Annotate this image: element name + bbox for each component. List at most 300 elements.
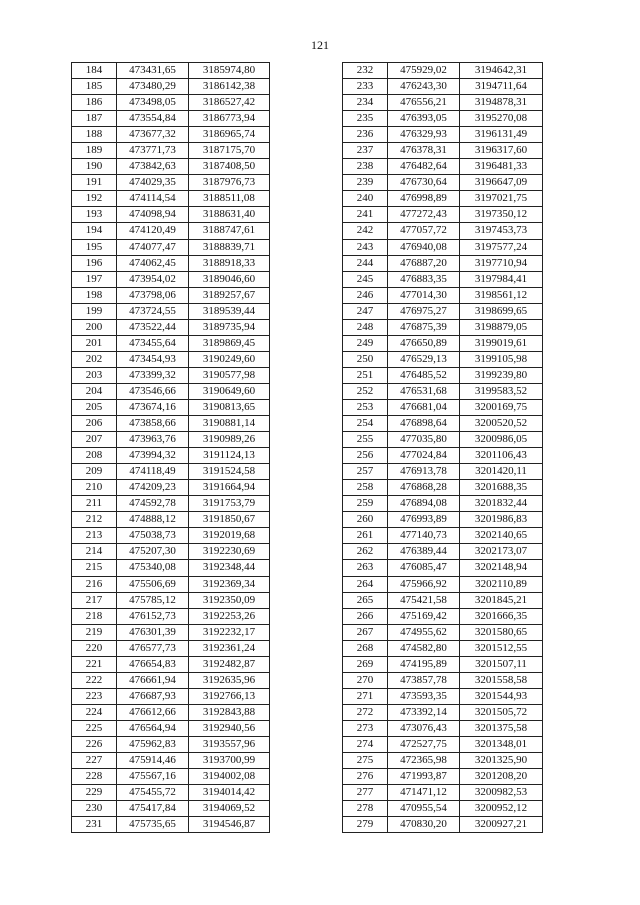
x-coordinate-cell: 475421,58 (388, 592, 460, 608)
y-coordinate-cell: 3201348,01 (460, 736, 543, 752)
y-coordinate-cell: 3192019,68 (189, 528, 270, 544)
x-coordinate-cell: 476485,52 (388, 367, 460, 383)
x-coordinate-cell: 473842,63 (117, 159, 189, 175)
y-coordinate-cell: 3201558,58 (460, 672, 543, 688)
y-coordinate-cell: 3192350,09 (189, 592, 270, 608)
point-number-cell: 188 (72, 127, 117, 143)
point-number-cell: 255 (343, 432, 388, 448)
x-coordinate-cell: 473480,29 (117, 79, 189, 95)
y-coordinate-cell: 3190881,14 (189, 416, 270, 432)
point-number-cell: 242 (343, 223, 388, 239)
table-row (72, 239, 270, 255)
table-row (72, 785, 270, 801)
x-coordinate-cell: 475038,73 (117, 528, 189, 544)
y-coordinate-cell: 3201544,93 (460, 688, 543, 704)
point-number-cell: 215 (72, 560, 117, 576)
x-coordinate-cell: 475735,65 (117, 817, 189, 833)
table-row (72, 560, 270, 576)
point-number-cell: 238 (343, 159, 388, 175)
point-number-cell: 237 (343, 143, 388, 159)
table-row (72, 287, 270, 303)
table-row (72, 383, 270, 399)
x-coordinate-cell: 477057,72 (388, 223, 460, 239)
point-number-cell: 248 (343, 319, 388, 335)
y-coordinate-cell: 3192482,87 (189, 656, 270, 672)
x-coordinate-cell: 474098,94 (117, 207, 189, 223)
table-row (343, 608, 543, 624)
x-coordinate-cell: 476681,04 (388, 399, 460, 415)
point-number-cell: 269 (343, 656, 388, 672)
point-number-cell: 194 (72, 223, 117, 239)
y-coordinate-cell: 3191124,13 (189, 448, 270, 464)
point-number-cell: 228 (72, 769, 117, 785)
y-coordinate-cell: 3201420,11 (460, 464, 543, 480)
table-row (72, 753, 270, 769)
y-coordinate-cell: 3186773,94 (189, 111, 270, 127)
y-coordinate-cell: 3192230,69 (189, 544, 270, 560)
y-coordinate-cell: 3192253,26 (189, 608, 270, 624)
table-row (72, 720, 270, 736)
table-row (343, 255, 543, 271)
x-coordinate-cell: 476940,08 (388, 239, 460, 255)
point-number-cell: 263 (343, 560, 388, 576)
point-number-cell: 262 (343, 544, 388, 560)
table-row (343, 704, 543, 720)
y-coordinate-cell: 3200169,75 (460, 399, 543, 415)
y-coordinate-cell: 3198699,65 (460, 303, 543, 319)
x-coordinate-cell: 476243,30 (388, 79, 460, 95)
x-coordinate-cell: 477140,73 (388, 528, 460, 544)
point-number-cell: 214 (72, 544, 117, 560)
point-number-cell: 211 (72, 496, 117, 512)
table-row (343, 319, 543, 335)
table-row (343, 95, 543, 111)
x-coordinate-cell: 475966,92 (388, 576, 460, 592)
point-number-cell: 243 (343, 239, 388, 255)
table-row (343, 801, 543, 817)
y-coordinate-cell: 3191524,58 (189, 464, 270, 480)
table-row (72, 512, 270, 528)
point-number-cell: 239 (343, 175, 388, 191)
point-number-cell: 267 (343, 624, 388, 640)
table-row (72, 127, 270, 143)
x-coordinate-cell: 473963,76 (117, 432, 189, 448)
y-coordinate-cell: 3195270,08 (460, 111, 543, 127)
x-coordinate-cell: 474195,89 (388, 656, 460, 672)
point-number-cell: 185 (72, 79, 117, 95)
y-coordinate-cell: 3201845,21 (460, 592, 543, 608)
y-coordinate-cell: 3197984,41 (460, 271, 543, 287)
table-row (343, 335, 543, 351)
y-coordinate-cell: 3197577,24 (460, 239, 543, 255)
table-row (72, 159, 270, 175)
y-coordinate-cell: 3194711,64 (460, 79, 543, 95)
coordinates-table-left (71, 62, 270, 833)
point-number-cell: 245 (343, 271, 388, 287)
x-coordinate-cell: 474062,45 (117, 255, 189, 271)
x-coordinate-cell: 473399,32 (117, 367, 189, 383)
x-coordinate-cell: 473522,44 (117, 319, 189, 335)
table-row (343, 239, 543, 255)
y-coordinate-cell: 3201512,55 (460, 640, 543, 656)
table-row (343, 560, 543, 576)
x-coordinate-cell: 476913,78 (388, 464, 460, 480)
point-number-cell: 249 (343, 335, 388, 351)
y-coordinate-cell: 3197021,75 (460, 191, 543, 207)
point-number-cell: 241 (343, 207, 388, 223)
point-number-cell: 252 (343, 383, 388, 399)
y-coordinate-cell: 3197453,73 (460, 223, 543, 239)
y-coordinate-cell: 3194069,52 (189, 801, 270, 817)
point-number-cell: 226 (72, 736, 117, 752)
x-coordinate-cell: 475506,69 (117, 576, 189, 592)
point-number-cell: 278 (343, 801, 388, 817)
table-row (343, 640, 543, 656)
point-number-cell: 233 (343, 79, 388, 95)
y-coordinate-cell: 3186965,74 (189, 127, 270, 143)
table-row (343, 769, 543, 785)
y-coordinate-cell: 3201986,83 (460, 512, 543, 528)
point-number-cell: 254 (343, 416, 388, 432)
y-coordinate-cell: 3201325,90 (460, 753, 543, 769)
x-coordinate-cell: 475207,30 (117, 544, 189, 560)
point-number-cell: 261 (343, 528, 388, 544)
table-row (343, 512, 543, 528)
x-coordinate-cell: 473674,16 (117, 399, 189, 415)
y-coordinate-cell: 3190249,60 (189, 351, 270, 367)
table-row (72, 480, 270, 496)
table-row (343, 79, 543, 95)
x-coordinate-cell: 476661,94 (117, 672, 189, 688)
table-row (72, 416, 270, 432)
table-row (72, 79, 270, 95)
x-coordinate-cell: 476393,05 (388, 111, 460, 127)
point-number-cell: 268 (343, 640, 388, 656)
table-row (343, 656, 543, 672)
y-coordinate-cell: 3189257,67 (189, 287, 270, 303)
x-coordinate-cell: 473857,78 (388, 672, 460, 688)
x-coordinate-cell: 473954,02 (117, 271, 189, 287)
x-coordinate-cell: 476887,20 (388, 255, 460, 271)
point-number-cell: 210 (72, 480, 117, 496)
x-coordinate-cell: 473994,32 (117, 448, 189, 464)
y-coordinate-cell: 3202148,94 (460, 560, 543, 576)
y-coordinate-cell: 3192232,17 (189, 624, 270, 640)
point-number-cell: 234 (343, 95, 388, 111)
y-coordinate-cell: 3187408,50 (189, 159, 270, 175)
x-coordinate-cell: 476975,27 (388, 303, 460, 319)
point-number-cell: 236 (343, 127, 388, 143)
x-coordinate-cell: 476378,31 (388, 143, 460, 159)
x-coordinate-cell: 473498,05 (117, 95, 189, 111)
point-number-cell: 222 (72, 672, 117, 688)
table-row (72, 95, 270, 111)
y-coordinate-cell: 3200520,52 (460, 416, 543, 432)
table-row (72, 399, 270, 415)
y-coordinate-cell: 3191664,94 (189, 480, 270, 496)
x-coordinate-cell: 475417,84 (117, 801, 189, 817)
y-coordinate-cell: 3192348,44 (189, 560, 270, 576)
y-coordinate-cell: 3201832,44 (460, 496, 543, 512)
y-coordinate-cell: 3187976,73 (189, 175, 270, 191)
y-coordinate-cell: 3197710,94 (460, 255, 543, 271)
table-row (343, 383, 543, 399)
table-row (72, 271, 270, 287)
point-number-cell: 196 (72, 255, 117, 271)
point-number-cell: 260 (343, 512, 388, 528)
table-row (343, 432, 543, 448)
table-row (72, 688, 270, 704)
x-coordinate-cell: 476894,08 (388, 496, 460, 512)
y-coordinate-cell: 3191753,79 (189, 496, 270, 512)
y-coordinate-cell: 3188918,33 (189, 255, 270, 271)
point-number-cell: 232 (343, 63, 388, 79)
y-coordinate-cell: 3200927,21 (460, 817, 543, 833)
y-coordinate-cell: 3201666,35 (460, 608, 543, 624)
y-coordinate-cell: 3188511,08 (189, 191, 270, 207)
y-coordinate-cell: 3194014,42 (189, 785, 270, 801)
table-row (72, 207, 270, 223)
point-number-cell: 204 (72, 383, 117, 399)
point-number-cell: 199 (72, 303, 117, 319)
table-row (343, 464, 543, 480)
y-coordinate-cell: 3188631,40 (189, 207, 270, 223)
x-coordinate-cell: 472365,98 (388, 753, 460, 769)
point-number-cell: 192 (72, 191, 117, 207)
table-row (343, 127, 543, 143)
point-number-cell: 259 (343, 496, 388, 512)
x-coordinate-cell: 473593,35 (388, 688, 460, 704)
point-number-cell: 231 (72, 817, 117, 833)
point-number-cell: 197 (72, 271, 117, 287)
point-number-cell: 244 (343, 255, 388, 271)
x-coordinate-cell: 477014,30 (388, 287, 460, 303)
point-number-cell: 276 (343, 769, 388, 785)
table-row (343, 544, 543, 560)
point-number-cell: 202 (72, 351, 117, 367)
point-number-cell: 271 (343, 688, 388, 704)
y-coordinate-cell: 3201505,72 (460, 704, 543, 720)
point-number-cell: 219 (72, 624, 117, 640)
x-coordinate-cell: 476612,66 (117, 704, 189, 720)
point-number-cell: 213 (72, 528, 117, 544)
point-number-cell: 191 (72, 175, 117, 191)
x-coordinate-cell: 476529,13 (388, 351, 460, 367)
y-coordinate-cell: 3192369,34 (189, 576, 270, 592)
y-coordinate-cell: 3193700,99 (189, 753, 270, 769)
page-number: 121 (311, 38, 329, 52)
x-coordinate-cell: 475455,72 (117, 785, 189, 801)
x-coordinate-cell: 473076,43 (388, 720, 460, 736)
point-number-cell: 216 (72, 576, 117, 592)
x-coordinate-cell: 476564,94 (117, 720, 189, 736)
x-coordinate-cell: 474029,35 (117, 175, 189, 191)
y-coordinate-cell: 3191850,67 (189, 512, 270, 528)
x-coordinate-cell: 476650,89 (388, 335, 460, 351)
x-coordinate-cell: 476389,44 (388, 544, 460, 560)
point-number-cell: 277 (343, 785, 388, 801)
x-coordinate-cell: 472527,75 (388, 736, 460, 752)
table-row (343, 63, 543, 79)
x-coordinate-cell: 477035,80 (388, 432, 460, 448)
x-coordinate-cell: 475567,16 (117, 769, 189, 785)
point-number-cell: 220 (72, 640, 117, 656)
table-row (343, 399, 543, 415)
table-row (72, 672, 270, 688)
table-row (343, 720, 543, 736)
x-coordinate-cell: 476883,35 (388, 271, 460, 287)
x-coordinate-cell: 473454,93 (117, 351, 189, 367)
y-coordinate-cell: 3192940,56 (189, 720, 270, 736)
point-number-cell: 250 (343, 351, 388, 367)
point-number-cell: 279 (343, 817, 388, 833)
x-coordinate-cell: 474582,80 (388, 640, 460, 656)
x-coordinate-cell: 474955,62 (388, 624, 460, 640)
table-row (343, 480, 543, 496)
x-coordinate-cell: 476998,89 (388, 191, 460, 207)
point-number-cell: 203 (72, 367, 117, 383)
x-coordinate-cell: 474077,47 (117, 239, 189, 255)
table-row (343, 303, 543, 319)
point-number-cell: 227 (72, 753, 117, 769)
y-coordinate-cell: 3190577,98 (189, 367, 270, 383)
point-number-cell: 223 (72, 688, 117, 704)
table-row (343, 416, 543, 432)
table-row (72, 367, 270, 383)
y-coordinate-cell: 3190813,65 (189, 399, 270, 415)
x-coordinate-cell: 476556,21 (388, 95, 460, 111)
table-row (72, 319, 270, 335)
x-coordinate-cell: 473858,66 (117, 416, 189, 432)
x-coordinate-cell: 475962,83 (117, 736, 189, 752)
point-number-cell: 218 (72, 608, 117, 624)
point-number-cell: 225 (72, 720, 117, 736)
table-row (343, 159, 543, 175)
x-coordinate-cell: 476531,68 (388, 383, 460, 399)
y-coordinate-cell: 3189046,60 (189, 271, 270, 287)
y-coordinate-cell: 3188839,71 (189, 239, 270, 255)
x-coordinate-cell: 475169,42 (388, 608, 460, 624)
point-number-cell: 246 (343, 287, 388, 303)
x-coordinate-cell: 471993,87 (388, 769, 460, 785)
x-coordinate-cell: 476868,28 (388, 480, 460, 496)
point-number-cell: 264 (343, 576, 388, 592)
x-coordinate-cell: 473677,32 (117, 127, 189, 143)
y-coordinate-cell: 3199105,98 (460, 351, 543, 367)
y-coordinate-cell: 3187175,70 (189, 143, 270, 159)
table-row (343, 753, 543, 769)
point-number-cell: 189 (72, 143, 117, 159)
x-coordinate-cell: 475914,46 (117, 753, 189, 769)
table-row (72, 63, 270, 79)
point-number-cell: 200 (72, 319, 117, 335)
x-coordinate-cell: 475785,12 (117, 592, 189, 608)
x-coordinate-cell: 475929,02 (388, 63, 460, 79)
y-coordinate-cell: 3196647,09 (460, 175, 543, 191)
x-coordinate-cell: 476301,39 (117, 624, 189, 640)
x-coordinate-cell: 470955,54 (388, 801, 460, 817)
y-coordinate-cell: 3192843,88 (189, 704, 270, 720)
y-coordinate-cell: 3201106,43 (460, 448, 543, 464)
point-number-cell: 207 (72, 432, 117, 448)
table-row (72, 576, 270, 592)
point-number-cell: 251 (343, 367, 388, 383)
x-coordinate-cell: 476329,93 (388, 127, 460, 143)
y-coordinate-cell: 3189735,94 (189, 319, 270, 335)
point-number-cell: 247 (343, 303, 388, 319)
point-number-cell: 272 (343, 704, 388, 720)
table-row (343, 592, 543, 608)
point-number-cell: 230 (72, 801, 117, 817)
y-coordinate-cell: 3202140,65 (460, 528, 543, 544)
point-number-cell: 273 (343, 720, 388, 736)
table-row (343, 207, 543, 223)
point-number-cell: 224 (72, 704, 117, 720)
x-coordinate-cell: 477024,84 (388, 448, 460, 464)
x-coordinate-cell: 473771,73 (117, 143, 189, 159)
y-coordinate-cell: 3189539,44 (189, 303, 270, 319)
table-row (72, 496, 270, 512)
y-coordinate-cell: 3190649,60 (189, 383, 270, 399)
table-row (72, 528, 270, 544)
x-coordinate-cell: 476654,83 (117, 656, 189, 672)
y-coordinate-cell: 3201208,20 (460, 769, 543, 785)
x-coordinate-cell: 473455,64 (117, 335, 189, 351)
point-number-cell: 201 (72, 335, 117, 351)
table-row (72, 736, 270, 752)
x-coordinate-cell: 476577,73 (117, 640, 189, 656)
table-row (343, 624, 543, 640)
y-coordinate-cell: 3198561,12 (460, 287, 543, 303)
point-number-cell: 266 (343, 608, 388, 624)
table-row (343, 223, 543, 239)
table-row (72, 351, 270, 367)
point-number-cell: 217 (72, 592, 117, 608)
y-coordinate-cell: 3199239,80 (460, 367, 543, 383)
point-number-cell: 256 (343, 448, 388, 464)
point-number-cell: 212 (72, 512, 117, 528)
x-coordinate-cell: 476730,64 (388, 175, 460, 191)
y-coordinate-cell: 3194642,31 (460, 63, 543, 79)
point-number-cell: 198 (72, 287, 117, 303)
x-coordinate-cell: 473546,66 (117, 383, 189, 399)
x-coordinate-cell: 470830,20 (388, 817, 460, 833)
point-number-cell: 193 (72, 207, 117, 223)
point-number-cell: 209 (72, 464, 117, 480)
table-row (72, 592, 270, 608)
table-row (343, 143, 543, 159)
y-coordinate-cell: 3194002,08 (189, 769, 270, 785)
point-number-cell: 187 (72, 111, 117, 127)
x-coordinate-cell: 476875,39 (388, 319, 460, 335)
y-coordinate-cell: 3199019,61 (460, 335, 543, 351)
table-row (72, 448, 270, 464)
x-coordinate-cell: 474888,12 (117, 512, 189, 528)
x-coordinate-cell: 473392,14 (388, 704, 460, 720)
point-number-cell: 184 (72, 63, 117, 79)
table-row (72, 175, 270, 191)
table-row (343, 576, 543, 592)
point-number-cell: 265 (343, 592, 388, 608)
point-number-cell: 258 (343, 480, 388, 496)
x-coordinate-cell: 477272,43 (388, 207, 460, 223)
y-coordinate-cell: 3202173,07 (460, 544, 543, 560)
point-number-cell: 205 (72, 399, 117, 415)
y-coordinate-cell: 3194878,31 (460, 95, 543, 111)
table-row (72, 143, 270, 159)
y-coordinate-cell: 3192635,96 (189, 672, 270, 688)
table-row (72, 303, 270, 319)
